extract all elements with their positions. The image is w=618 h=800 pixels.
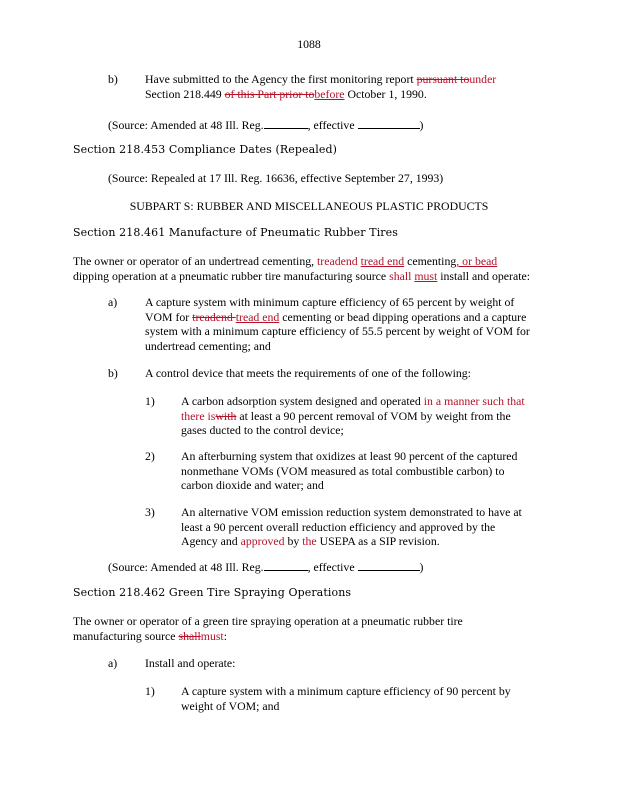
- deleted-text: with: [215, 408, 237, 423]
- item-label-b: b): [108, 366, 118, 380]
- s461-a-text: A capture system with minimum capture efficiency of 65 percent by weight of VOM for treadend tread end cementing or bead dipping operations and a capture system with a minimum capture efficiency of 55.5 percent by weight of VOM for undertread cementing; and: [145, 295, 530, 353]
- deleted-text: shall: [178, 628, 201, 643]
- s462-a1-text: A capture system with a minimum capture efficiency of 90 percent by weight of VOM; and: [181, 684, 511, 713]
- inserted-text: under: [469, 72, 497, 86]
- page-number: 1088: [297, 37, 321, 51]
- section-heading: Section 218.453 Compliance Dates (Repealed): [73, 143, 337, 156]
- inserted-text: must: [414, 268, 438, 283]
- source-note: (Source: Amended at 48 Ill. Reg. , effective ): [108, 560, 424, 574]
- inserted-text: treadend: [317, 254, 358, 268]
- blank-effective-date: [358, 117, 420, 129]
- subpart-title: SUBPART S: RUBBER AND MISCELLANEOUS PLASTIC PRODUCTS: [129, 199, 489, 213]
- deleted-text: treadend: [192, 309, 236, 324]
- source-note: (Source: Amended at 48 Ill. Reg. , effective ): [108, 118, 424, 132]
- item-label-a: a): [108, 295, 118, 309]
- s461-b2-text: An afterburning system that oxidizes at least 90 percent of the captured nonmethane VOMs (VOM measured as total combustible carbon) to carbon dioxide and water; and: [181, 449, 518, 493]
- blank-reg-number: [264, 559, 308, 571]
- s449-b-text: Have submitted to the Agency the first monitoring report pursuant tounder Section 218.449 of this Part prior tobefore October 1, 1990.: [145, 72, 497, 101]
- blank-reg-number: [264, 117, 308, 129]
- s461-b1-text: A carbon adsorption system designed and operated in a manner such that there iswith at least a 90 percent removal of VOM by weight from the gases ducted to the control device;: [181, 394, 525, 438]
- inserted-text: in a manner such that: [423, 394, 525, 408]
- section-heading: Section 218.461 Manufacture of Pneumatic Rubber Tires: [73, 226, 399, 239]
- item-label-1: 1): [145, 684, 155, 698]
- inserted-text: , or bead: [456, 254, 498, 268]
- source-note: (Source: Repealed at 17 Ill. Reg. 16636, effective September 27, 1993): [108, 171, 444, 185]
- inserted-text: tread end: [360, 254, 405, 268]
- item-label-b: b): [108, 72, 118, 86]
- s461-intro: The owner or operator of an undertread cementing, treadend tread end cementing, or bead dipping operation at a pneumatic rubber tire manufacturing source shall must install and operate:: [73, 254, 531, 283]
- blank-effective-date: [358, 559, 420, 571]
- item-label-3: 3): [145, 505, 155, 519]
- s461-b-text: A control device that meets the requirements of one of the following:: [145, 366, 471, 380]
- deleted-text: of this Part prior to: [224, 86, 315, 101]
- inserted-text: tread end: [235, 309, 280, 324]
- section-heading: Section 218.462 Green Tire Spraying Operations: [73, 586, 352, 599]
- inserted-text: there is: [181, 408, 216, 423]
- inserted-text: approved: [240, 534, 285, 549]
- inserted-text: the: [302, 534, 317, 549]
- inserted-text: before: [314, 86, 345, 101]
- s461-b3-text: An alternative VOM emission reduction system demonstrated to have at least a 90 percent overall reduction efficiency and approved by the Agency and approved by the USEPA as a SIP revision.: [181, 505, 522, 549]
- s462-intro: The owner or operator of a green tire spraying operation at a pneumatic rubber tire manufacturing source shallmust:: [73, 614, 463, 643]
- deleted-text: pursuant to: [416, 72, 470, 86]
- item-label-1: 1): [145, 394, 155, 408]
- inserted-text: shall: [389, 268, 412, 283]
- item-label-2: 2): [145, 449, 155, 463]
- s462-a-text: Install and operate:: [145, 656, 236, 670]
- item-label-a: a): [108, 656, 118, 670]
- inserted-text: must: [200, 628, 224, 643]
